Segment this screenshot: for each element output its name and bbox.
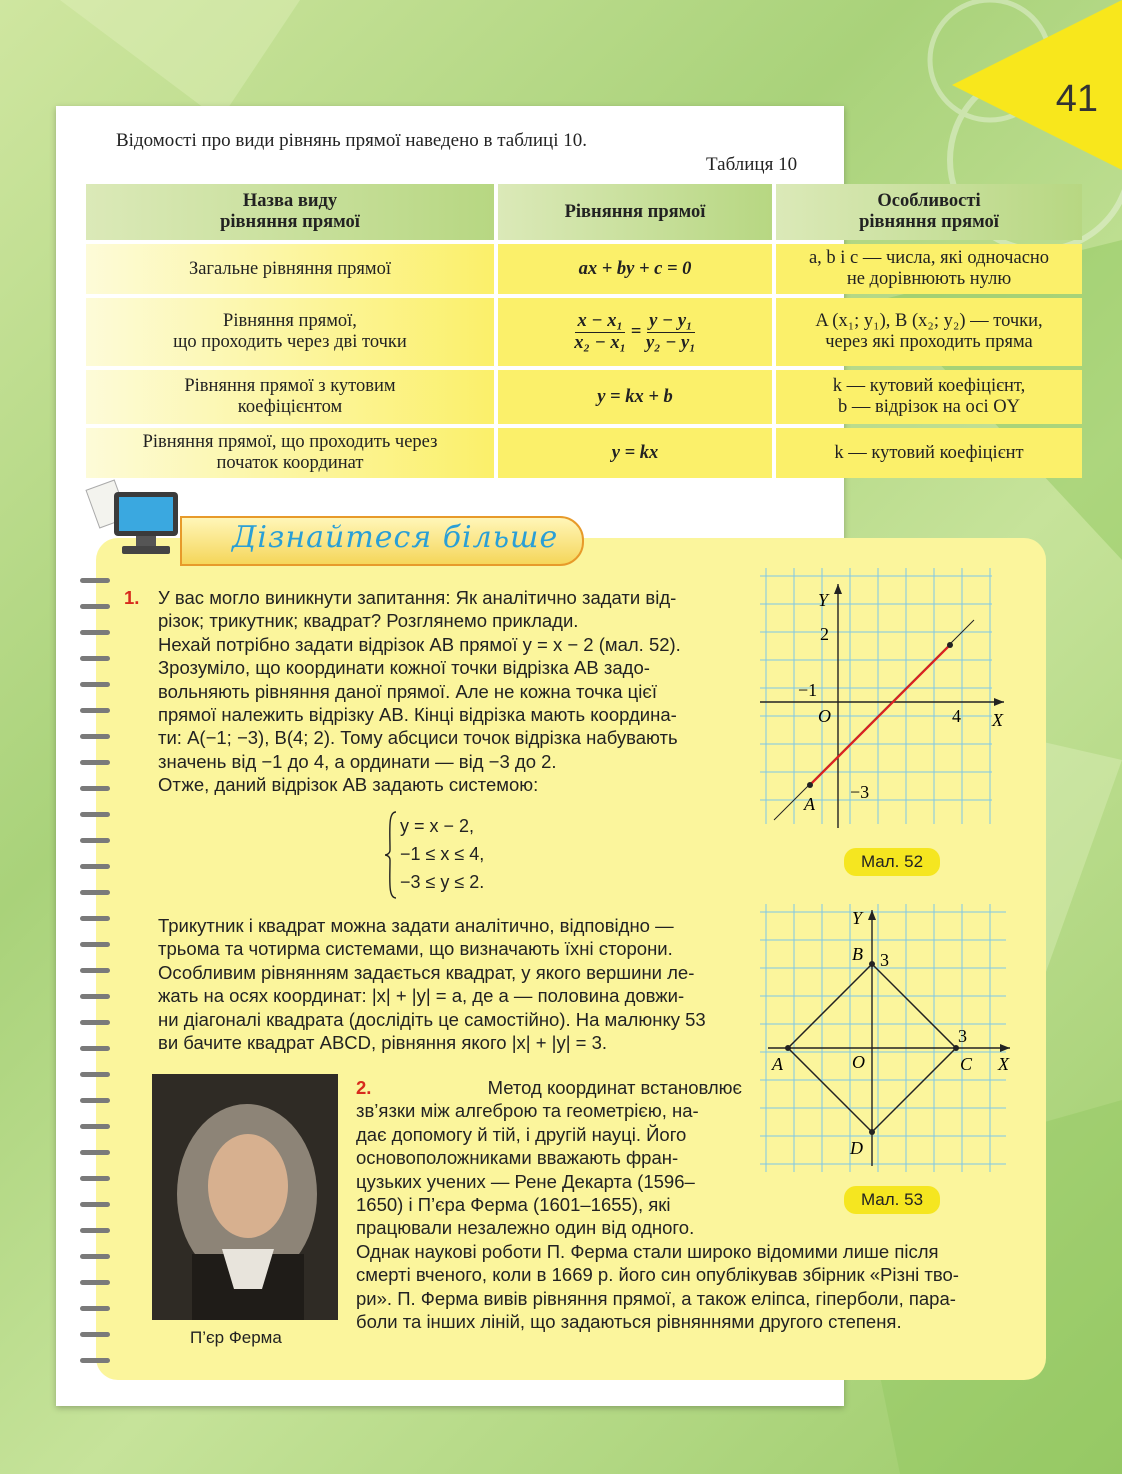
ring-icon xyxy=(80,1072,110,1077)
table-row xyxy=(86,370,1082,424)
ring-icon xyxy=(80,1150,110,1155)
ring-icon xyxy=(80,890,110,895)
computer-icon xyxy=(84,478,184,560)
ring-icon xyxy=(80,968,110,973)
ring-icon xyxy=(80,708,110,713)
notebook-rings xyxy=(80,574,114,1374)
tick-label: −3 xyxy=(850,782,870,802)
ring-icon xyxy=(80,630,110,635)
ring-icon xyxy=(80,656,110,661)
ring-icon xyxy=(80,786,110,791)
page-number: 41 xyxy=(1055,78,1098,120)
ring-icon xyxy=(80,1098,110,1103)
x-axis-label: X xyxy=(992,710,1003,730)
row-equation: y = kx xyxy=(498,428,772,478)
ring-icon xyxy=(80,838,110,843)
ring-icon xyxy=(80,1280,110,1285)
ring-icon xyxy=(80,1332,110,1337)
figure-52-graph xyxy=(760,568,1012,828)
fraction-left: $\frac{\text{x − x₁}}{\text{x₂ − x₁}}$ xyxy=(574,310,627,353)
table-header-row xyxy=(86,184,1082,240)
ring-icon xyxy=(80,1176,110,1181)
ring-icon xyxy=(80,1358,110,1363)
section-title: Дізнайтеся більше xyxy=(232,520,559,555)
table-caption: Таблиця 10 xyxy=(706,154,798,175)
ring-icon xyxy=(80,682,110,687)
ring-icon xyxy=(80,1046,110,1051)
item2-text-continued: Однак наукові роботи П. Ферма стали широко відомими лише після смерті вченого, коли в 1669 р. його син опублікував збірник «Різні тво- ри». П. Ферма вивів рівняння прямої, а також еліпса, гіперболи, пара- боли та інших ліній, що задаються рівняннями другого степеня. xyxy=(356,1241,959,1333)
row-feature: k — кутовий коефіцієнт xyxy=(776,428,1082,478)
point-d-label: D xyxy=(850,1138,863,1158)
row-name: Загальне рівняння прямої xyxy=(86,244,494,294)
ring-icon xyxy=(80,916,110,921)
ring-icon xyxy=(80,1020,110,1025)
ring-icon xyxy=(80,1124,110,1129)
point-b-label: B xyxy=(852,944,863,964)
row-name: Рівняння прямої, що проходить через початок координат xyxy=(86,428,494,478)
table-row xyxy=(86,428,1082,478)
ring-icon xyxy=(80,1202,110,1207)
ring-icon xyxy=(80,734,110,739)
point-c-label: C xyxy=(960,1054,973,1074)
table-row xyxy=(86,298,1082,366)
row-feature: A (x₁; y₁), B (x₂; y₂) — точки, через які проходить пряма xyxy=(776,298,1082,366)
ring-icon xyxy=(80,1228,110,1233)
ring-icon xyxy=(80,1306,110,1311)
tick-label: 3 xyxy=(880,950,889,970)
item1-text: У вас могло виникнути запитання: Як аналітично задати від- різок; трикутник; квадрат? Розглянемо приклади. Нехай потрібно задати відрізок AB прямої y = x − 2 (мал. 52). Зрозуміло, що координати кожної точки відрізка AB задо- вольняють рівняння даної прямої. Але не кожна точка цієї прямої належить відрізку AB. Кінці відрізка мають координа- ти: A(−1; −3), B(4; 2). Тому абсциси точок відрізка набувають значень від −1 до 4, а ординати — від −3 до 2. Отже, даний відрізок AB задають системою: xyxy=(158,587,681,796)
header-feature: Особливості рівняння прямої xyxy=(776,184,1082,240)
row-name: Рівняння прямої з кутовим коефіцієнтом xyxy=(86,370,494,424)
origin-label: O xyxy=(818,706,831,726)
figure-52-caption: Мал. 52 xyxy=(844,848,940,876)
ring-icon xyxy=(80,942,110,947)
ring-icon xyxy=(80,604,110,609)
y-axis-label: Y xyxy=(818,590,829,610)
system-of-equations: y = x − 2, −1 ≤ x ≤ 4, −3 ≤ y ≤ 2. xyxy=(384,810,514,902)
figure-53-graph xyxy=(760,904,1022,1174)
equations-table xyxy=(82,180,1086,482)
ring-icon xyxy=(80,578,110,583)
ring-icon xyxy=(80,812,110,817)
portrait-caption: П’єр Ферма xyxy=(190,1328,282,1347)
item2-text: Метод координат встановлює зв’язки між алгеброю та геометрією, на- дає допомогу й тій, і другій науці. Його основоположниками вважають фран- цузьких учених — Рене Декарта (1596– 1650) і П’єра Ферма (1601–1655), які працювали незалежно один від одного. xyxy=(356,1077,742,1239)
intro-text: Відомості про види рівнянь прямої наведено в таблиці 10. xyxy=(116,130,588,151)
item1-number: 1. xyxy=(124,587,140,608)
row-feature: k — кутовий коефіцієнт, b — відрізок на осі OY xyxy=(776,370,1082,424)
figure-53-caption: Мал. 53 xyxy=(844,1186,940,1214)
header-equation: Рівняння прямої xyxy=(498,184,772,240)
fermat-portrait xyxy=(152,1074,338,1320)
point-a-label: A xyxy=(772,1054,783,1074)
row-equation: $\frac{\text{x − x₁}}{\text{x₂ − x₁}}$ = $\frac{\text{y − y₁}}{\text{y₂ − y₁}}$ xyxy=(498,298,772,366)
point-a-label: A xyxy=(804,794,815,814)
ring-icon xyxy=(80,994,110,999)
row-equation: y = kx + b xyxy=(498,370,772,424)
table-row xyxy=(86,244,1082,294)
origin-label: O xyxy=(852,1052,865,1072)
row-name: Рівняння прямої, що проходить через дві точки xyxy=(86,298,494,366)
tick-label: 3 xyxy=(958,1026,967,1046)
ring-icon xyxy=(80,864,110,869)
header-name: Назва виду рівняння прямої xyxy=(86,184,494,240)
y-axis-label: Y xyxy=(852,908,863,928)
ring-icon xyxy=(80,760,110,765)
tick-label: 4 xyxy=(952,706,961,726)
fraction-right: $\frac{\text{y − y₁}}{\text{y₂ − y₁}}$ xyxy=(645,310,696,353)
ring-icon xyxy=(80,1254,110,1259)
item2-number: 2. xyxy=(356,1077,372,1098)
tick-label: −1 xyxy=(798,680,818,700)
brace-icon xyxy=(384,810,398,900)
x-axis-label: X xyxy=(998,1054,1009,1074)
item1-text-continued: Трикутник і квадрат можна задати аналітично, відповідно — трьома та чотирма системами, що визначають їхні сторони. Особливим рівнянням задається квадрат, у якого вершини ле- жать на осях координат: |x| + |y| = a, де a — половина довжи- ни діагоналі квадрата (дослідіть це самостійно). На малюнку 53 ви бачите квадрат ABCD, рівняння якого |x| + |y| = 3. xyxy=(158,915,706,1054)
tick-label: 2 xyxy=(820,624,829,644)
row-feature: a, b і c — числа, які одночасно не дорівнюють нулю xyxy=(776,244,1082,294)
row-equation: ax + by + c = 0 xyxy=(498,244,772,294)
